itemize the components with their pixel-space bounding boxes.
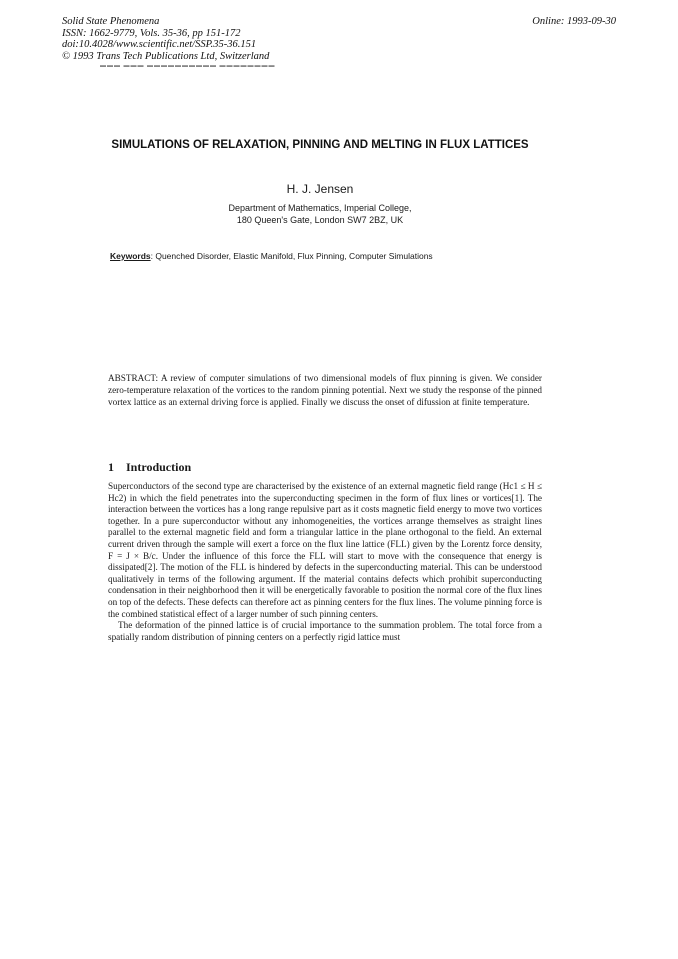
affiliation-line-2: 180 Queen's Gate, London SW7 2BZ, UK xyxy=(236,214,404,225)
paper-title: SIMULATIONS OF RELAXATION, PINNING AND MELTING IN FLUX LATTICES xyxy=(111,139,529,151)
author-name: H. J. Jensen xyxy=(286,182,354,196)
affiliation-line-1: Department of Mathematics, Imperial College, xyxy=(228,203,412,213)
affiliation xyxy=(0,203,640,226)
paragraph: Superconductors of the second type are characterised by the existence of an external magnetic field range (Hc1 ≤ H ≤ Hc2) in which the field penetrates into the superconducting specimen in the form of flux lines or vortices[1]. The interaction between the vortices has a long range repulsive part as it costs magnetic field energy to move two vortices together. In a pure superconductor without any inhomogeneities, the vortices arrange themselves as straight lines parallel to the external magnetic field and form a triangular lattice in the plane orthogonal to the field. An external current driven through the sample will exert a force on the flux line lattice (FLL) given by the Lorentz force density, F = J × B/c. Under the influence of this force the FLL will start to move with the consequence that energy is dissipated[2]. The motion of the FLL is hindered by defects in the superconducting material. This can be understood qualitatively in terms of the following argument. If the material contains defects which prohibit superconducting condensation in their neighborhood then it will be energetically favorable to position the normal core of the flux lines on top of the defects. These defects can therefore act as pinning centers for the flux lines. The volume pinning force is the combined statistical effect of a larger number of such pinning centers. xyxy=(108,481,542,619)
online-date: Online: 1993-09-30 xyxy=(532,16,616,27)
abstract: ABSTRACT: A review of computer simulations of two dimensional models of flux pinning is given. We consider zero-temperature relaxation of the vortices to the random pinning potential. Next we study the response of the pinned vortex lattice as an external driving force is applied. Finally we discuss the onset of difussion at finite temperature. xyxy=(108,373,542,408)
keywords-list: : Quenched Disorder, Elastic Manifold, Flux Pinning, Computer Simulations xyxy=(150,251,433,261)
journal-name: Solid State Phenomena xyxy=(62,16,160,27)
scan-artifact: ▬▬▬ ▬▬▬ ▬▬▬▬▬▬▬▬▬▬ ▬▬▬▬▬▬▬▬ xyxy=(100,63,276,69)
paragraph: The deformation of the pinned lattice is of crucial importance to the summation problem. The total force from a spatially random distribution of pinning centers on a perfectly rigid lattice must xyxy=(108,620,542,642)
publication-info xyxy=(62,16,269,62)
section-heading xyxy=(108,460,191,475)
keywords xyxy=(110,251,433,261)
issn-line: ISSN: 1662-9779, Vols. 35-36, pp 151-172 xyxy=(62,27,241,39)
section-number: 1 xyxy=(108,460,114,474)
copyright-line: © 1993 Trans Tech Publications Ltd, Switzerland xyxy=(62,50,270,62)
keywords-label: Keywords xyxy=(110,251,151,261)
doi-line: doi:10.4028/www.scientific.net/SSP.35-36.151 xyxy=(62,39,257,50)
section-title: Introduction xyxy=(126,460,192,474)
body-text xyxy=(108,481,542,643)
